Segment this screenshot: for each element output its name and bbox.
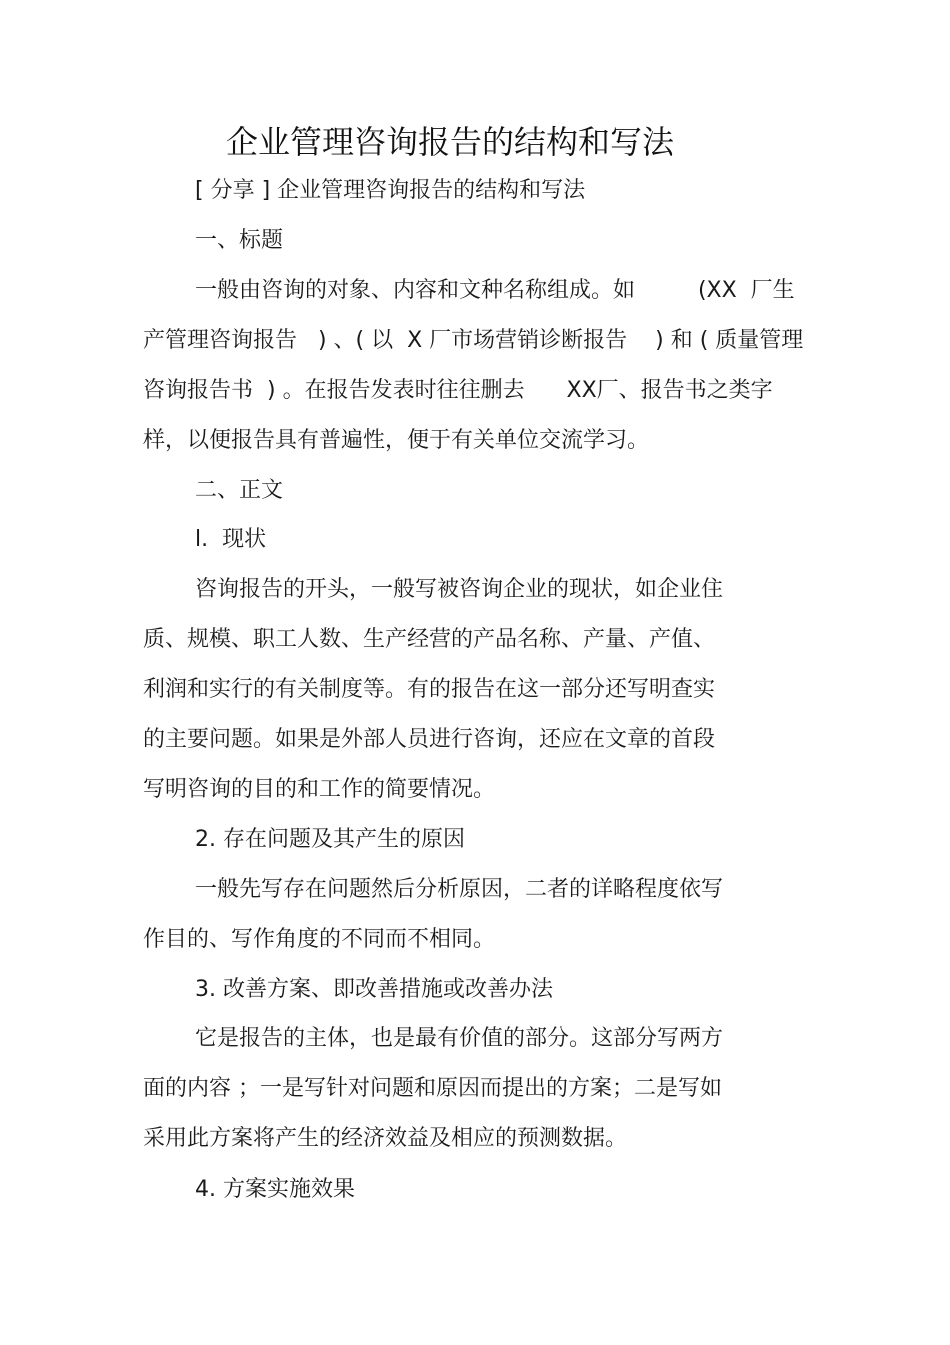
- paragraph-line: 产管理咨询报告 ) 、( 以 X 厂市场营销诊断报告 ) 和 ( 质量管理: [143, 328, 804, 353]
- paragraph-line: 作目的、写作角度的不同而不相同。: [143, 927, 496, 952]
- paragraph-line: 一般先写存在问题然后分析原因，二者的详略程度依写: [195, 877, 724, 902]
- paragraph-line: 面的内容 ；一是写针对问题和原因而提出的方案；二是写如: [143, 1076, 722, 1101]
- paragraph-line: 它是报告的主体，也是最有价值的部分。这部分写两方: [195, 1026, 724, 1051]
- subsection-heading: l. 现状: [195, 527, 267, 552]
- paragraph-line: 写明咨询的目的和工作的简要情况。: [143, 777, 496, 802]
- subsection-heading: 4. 方案实施效果: [195, 1177, 355, 1202]
- paragraph-line: 样，以便报告具有普遍性，便于有关单位交流学习。: [143, 428, 650, 453]
- paragraph-line: 咨询报告书 ) 。在报告发表时往往删去 XX厂、报告书之类字: [143, 378, 773, 403]
- paragraph-line: 采用此方案将产生的经济效益及相应的预测数据。: [143, 1126, 628, 1151]
- paragraph-line: 利润和实行的有关制度等。有的报告在这一部分还写明查实: [143, 677, 716, 702]
- paragraph-line: 咨询报告的开头，一般写被咨询企业的现状，如企业住: [195, 577, 724, 602]
- subtitle-line: [ 分享 ] 企业管理咨询报告的结构和写法: [195, 178, 586, 203]
- paragraph-line: 的主要问题。如果是外部人员进行咨询，还应在文章的首段: [143, 727, 716, 752]
- subsection-heading: 3. 改善方案、即改善措施或改善办法: [195, 977, 553, 1002]
- paragraph-line: 质、规模、职工人数、生产经营的产品名称、产量、产值、: [143, 627, 716, 652]
- section-heading-title: 一、标题: [195, 228, 284, 253]
- section-heading-body: 二、正文: [195, 478, 284, 503]
- paragraph-line: 一般由咨询的对象、内容和文种名称组成。如 (XX 厂生: [195, 278, 795, 303]
- subsection-heading: 2. 存在问题及其产生的原因: [195, 827, 465, 852]
- document-title: 企业管理咨询报告的结构和写法: [225, 123, 674, 161]
